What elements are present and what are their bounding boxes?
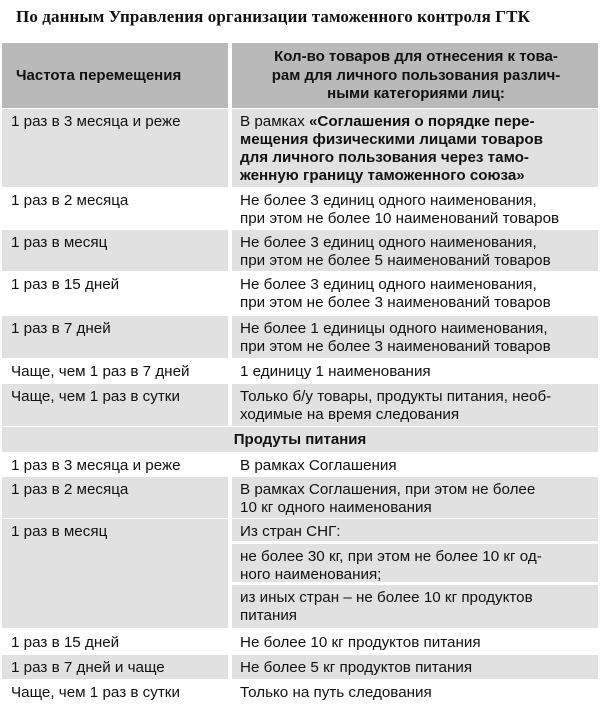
header-frequency: Частота перемещения [16,67,182,84]
cell-line: Не более 3 единиц одного наименования, [240,234,537,251]
cell-line: 10 кг одного наименования [240,499,432,516]
cell-line: ходимые на время следования [240,406,460,423]
table-row [2,519,598,630]
cell-line: Из стран СНГ: [240,523,341,540]
quantity-cell [228,630,598,654]
cell-line: В рамках Соглашения, при этом не более [240,481,536,498]
cell-line: не более 30 кг, при этом не более 10 кг од- [240,548,542,565]
cell-line: В рамках «Соглашения о порядке пере- [240,113,535,130]
cell-line: Не более 10 кг продуктов питания [240,634,481,651]
table-row [2,230,598,272]
quantity-cell [228,230,598,271]
quantity-cell [228,680,598,705]
quantity-cell [228,272,598,315]
cell-line: 1 единицу 1 наименования [240,363,431,380]
table-header [2,43,598,109]
cell-line: из иных стран – не более 10 кг продуктов [240,589,533,606]
agreement-line: «Соглашения о порядке пере- [308,113,535,130]
cell-line: Только на путь следования [240,684,432,701]
cell-line: при этом не более 3 наименований товаров [240,294,551,311]
table-row [2,680,598,706]
frequency-cell: Чаще, чем 1 раз в 7 дней [2,359,228,383]
frequency-cell: 1 раз в 3 месяца и реже [2,109,228,187]
cell-line: Не более 5 кг продуктов питания [240,659,473,676]
page-title: По данным Управления организации таможенного контроля ГТК [16,7,530,26]
cell-line: при этом не более 5 наименований товаров [240,252,551,269]
table-row [2,109,598,188]
cell-line: Только б/у товары, продукты питания, необ- [240,388,552,405]
cell-line: при этом не более 10 наименований товаров [240,210,560,227]
cell-line: Не более 3 единиц одного наименования, [240,276,537,293]
cell-line: при этом не более 3 наименований товаров [240,338,551,355]
cell-line: Не более 1 единицы одного наименования, [240,320,548,337]
table-row [2,384,598,427]
sub-cell [232,585,598,628]
table-row [2,655,598,680]
frequency-cell: Чаще, чем 1 раз в сутки [2,680,228,705]
frequency-cell: 1 раз в месяц [2,519,228,628]
table-row [2,272,598,316]
frequency-cell: 1 раз в 2 месяца [2,477,228,518]
quantity-cell [228,477,598,518]
frequency-cell: 1 раз в 7 дней и чаще [2,655,228,679]
table-row [2,630,598,655]
table-row [2,188,598,230]
sub-cell [232,519,598,544]
quantity-cell [228,384,598,426]
frequency-cell: 1 раз в 7 дней [2,316,228,358]
quantity-cell [228,188,598,229]
frequency-cell: 1 раз в 2 месяца [2,188,228,229]
customs-table [2,43,598,706]
frequency-cell: 1 раз в месяц [2,230,228,271]
header-line: ными категориями лиц: [327,85,505,102]
frequency-cell: 1 раз в 15 дней [2,630,228,654]
quantity-cell [228,453,598,476]
cell-line: для личного пользования через тамо- [240,149,529,166]
quantity-cell [228,316,598,358]
table-row [2,359,598,384]
quantity-subcells [228,519,598,628]
frequency-cell: Чаще, чем 1 раз в сутки [2,384,228,426]
table-row [2,316,598,359]
table-row [2,477,598,519]
cell-line: ного наименования; [240,566,382,583]
frequency-cell: 1 раз в 3 месяца и реже [2,453,228,476]
cell-line: Не более 3 единиц одного наименования, [240,192,537,209]
header-quantity [228,43,598,108]
frequency-cell: 1 раз в 15 дней [2,272,228,315]
header-line: рам для личного пользования различ- [271,66,561,84]
cell-line: мещения физическими лицами товаров [240,131,544,148]
quantity-cell [228,655,598,679]
section-title: Продуты питания [2,427,598,453]
header-line: Кол-во товаров для отнесения к това- [274,48,558,65]
sub-cell [232,544,598,585]
cell-line: питания [240,607,298,624]
quantity-cell [228,109,598,187]
cell-line: женную границу таможенного союза» [240,167,525,184]
table-row [2,453,598,477]
cell-line: В рамках Соглашения [240,457,397,474]
quantity-cell [228,359,598,383]
